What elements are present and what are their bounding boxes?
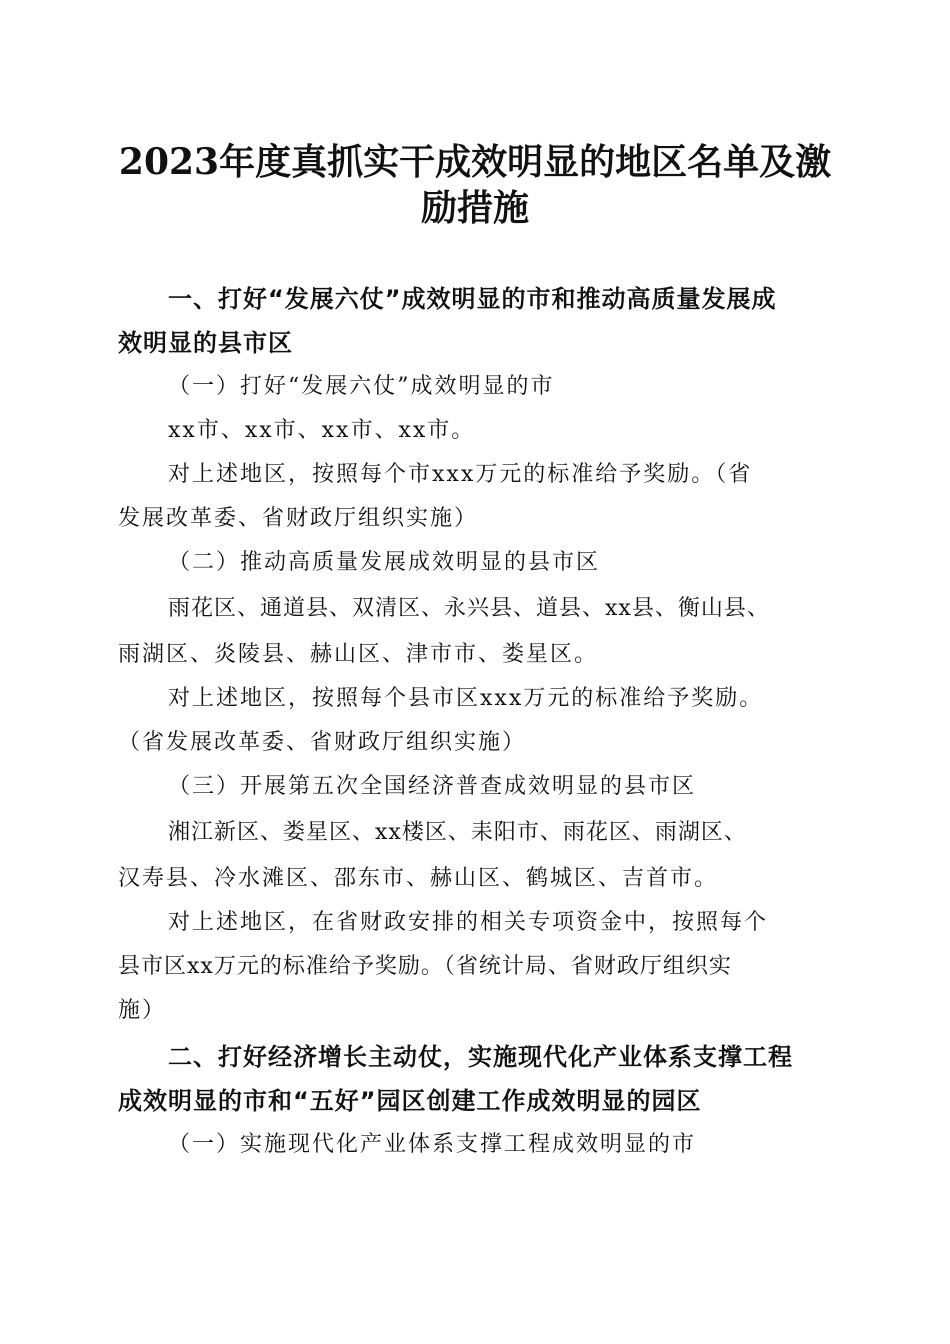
section-2-heading: 二、打好经济增长主动仗，实施现代化产业体系支撑工程 [168,1043,793,1071]
paragraph: 雨花区、通道县、双清区、永兴县、道县、xx县、衡山县、 [168,596,770,621]
section-2-heading-cont: 成效明显的市和“五好”园区创建工作成效明显的园区 [118,1087,702,1115]
paragraph: 发展改革委、省财政厅组织实施） [118,506,479,531]
paragraph: xx市、xx市、xx市、xx市。 [168,418,476,443]
section-1-heading: 一、打好“发展六仗”成效明显的市和推动高质量发展成 [168,285,777,313]
paragraph: 对上述地区，按照每个县市区xxx万元的标准给予奖励。 [168,686,764,711]
paragraph: （省发展改革委、省财政厅组织实施） [118,730,527,755]
subsection-1-1-heading: （一）打好“发展六仗”成效明显的市 [168,374,555,399]
paragraph: 雨湖区、炎陵县、赫山区、津市市、娄星区。 [118,642,599,667]
paragraph: 施） [118,998,167,1023]
paragraph: 湘江新区、娄星区、xx楼区、耒阳市、雨花区、雨湖区、 [168,820,747,845]
paragraph: 对上述地区，按照每个市xxx万元的标准给予奖励。（省 [168,462,753,487]
subsection-2-1-heading: （一）实施现代化产业体系支撑工程成效明显的市 [168,1132,697,1157]
paragraph: 对上述地区，在省财政安排的相关专项资金中，按照每个 [168,910,769,935]
paragraph: 县市区xx万元的标准给予奖励。（省统计局、省财政厅组织实 [118,954,732,979]
document-title-line-2: 励措施 [420,187,529,229]
paragraph: 汉寿县、冷水滩区、邵东市、赫山区、鹤城区、吉首市。 [118,866,719,891]
section-1-heading-cont: 效明显的县市区 [118,329,293,357]
subsection-1-2-heading: （二）推动高质量发展成效明显的县市区 [168,550,601,575]
document-title-line-1: 2023年度真抓实干成效明显的地区名单及激 [118,141,832,183]
subsection-1-3-heading: （三）开展第五次全国经济普查成效明显的县市区 [168,774,697,799]
